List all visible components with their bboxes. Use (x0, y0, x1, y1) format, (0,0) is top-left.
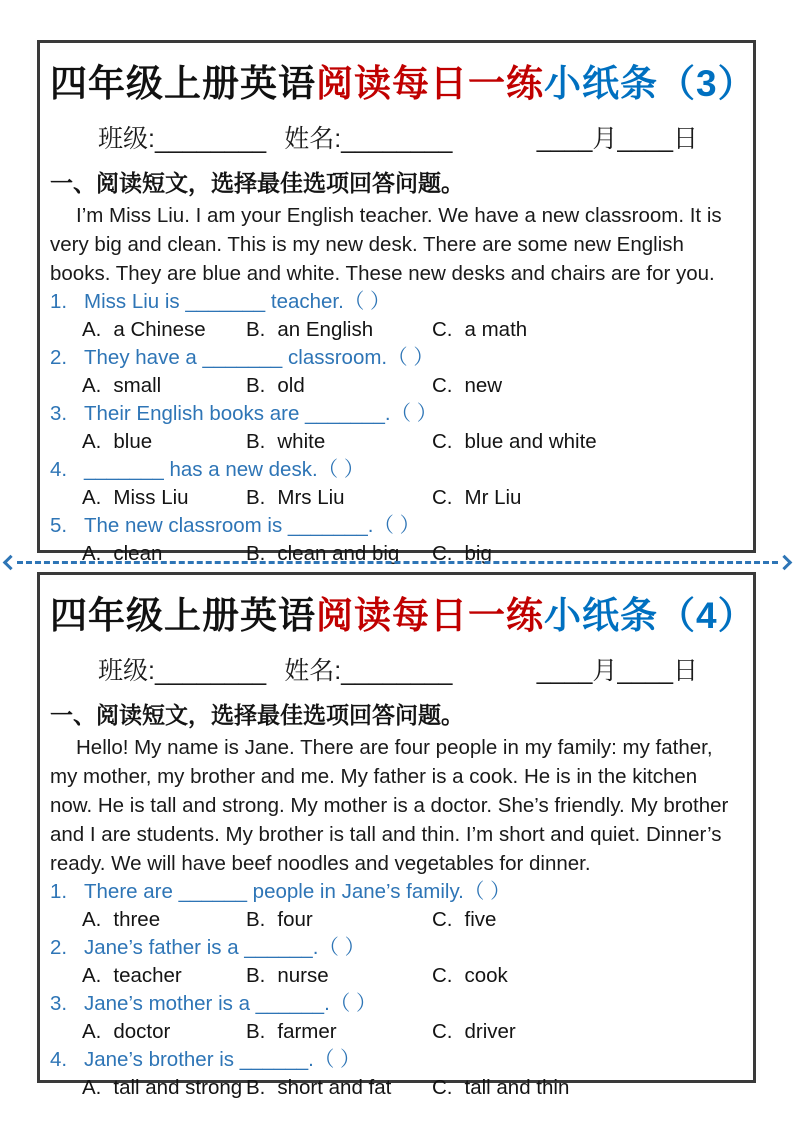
question-number: 2. (50, 936, 68, 959)
option-letter: B. (246, 318, 266, 341)
option-text: five (464, 908, 497, 931)
question-4 (50, 1046, 743, 1074)
class-blank-field: ________ (154, 658, 267, 686)
option-c (432, 316, 743, 344)
option-letter: A. (82, 374, 102, 397)
dashed-line (17, 561, 778, 564)
option-letter: B. (246, 964, 266, 987)
class-blank-field: ________ (154, 126, 267, 154)
option-text: Mrs Liu (277, 486, 345, 509)
option-text: Miss Liu (113, 486, 189, 509)
option-letter: A. (82, 430, 102, 453)
worksheet-panel-3 (37, 40, 756, 565)
question-5 (50, 512, 743, 540)
option-letter: C. (432, 542, 453, 565)
title-part-black: 四年级上册英语 (50, 595, 316, 636)
option-letter: B. (246, 1020, 266, 1043)
option-b (246, 962, 432, 990)
option-text: blue and white (464, 430, 597, 453)
option-letter: B. (246, 486, 266, 509)
options-row-3 (82, 428, 743, 456)
option-b (246, 316, 432, 344)
right-arrow-icon (777, 554, 793, 570)
option-a (82, 1074, 246, 1102)
option-c (432, 484, 743, 512)
question-number: 5. (50, 514, 68, 537)
reading-passage: I’m Miss Liu. I am your English teacher. We have a new classroom. It is very big and clean. This is my new desk. There are some new English books. They are blue and white. These new desks and chairs are for you. (50, 204, 722, 285)
option-text: three (113, 908, 161, 931)
option-letter: B. (246, 374, 266, 397)
question-number: 4. (50, 1048, 68, 1071)
option-letter: C. (432, 1020, 453, 1043)
option-b (246, 1018, 432, 1046)
section-heading: 一、阅读短文，选择最佳选项回答问题。 (50, 702, 464, 728)
name-blank-field: ________ (341, 658, 453, 686)
option-text: clean and big (277, 542, 400, 565)
header-meta-row (98, 119, 698, 155)
question-text: Jane’s father is a ______.（ ） (84, 936, 366, 959)
option-text: doctor (113, 1020, 171, 1043)
title-part-black: 四年级上册英语 (50, 63, 316, 104)
options-row-3 (82, 1018, 743, 1046)
options-row-1 (82, 906, 743, 934)
option-text: teacher (113, 964, 182, 987)
option-a (82, 962, 246, 990)
option-letter: C. (432, 486, 453, 509)
option-text: tall and strong (113, 1076, 243, 1099)
page-title (50, 585, 756, 639)
option-a (82, 906, 246, 934)
title-part-red: 阅读每日一练 (316, 595, 544, 636)
option-letter: C. (432, 318, 453, 341)
option-letter: A. (82, 318, 102, 341)
option-c (432, 962, 743, 990)
question-number: 2. (50, 346, 68, 369)
question-text: _______ has a new desk.（ ） (84, 458, 365, 481)
name-blank-field: ________ (341, 126, 453, 154)
question-3 (50, 990, 743, 1018)
reading-passage: Hello! My name is Jane. There are four people in my family: my father, my mother, my brother and me. My father is a cook. He is in the kitchen now. He is tall and strong. My mother is a doctor. She’s friendly. My brother and I are students. My brother is tall and thin. I’m short and quiet. Dinner’s ready. We will have beef noodles and vegetables for dinner. (50, 736, 729, 875)
option-c (432, 906, 743, 934)
option-text: a Chinese (113, 318, 206, 341)
class-label: 班级: (98, 125, 155, 153)
question-text: There are ______ people in Jane’s family.（ ） (84, 880, 511, 903)
option-b (246, 1074, 432, 1102)
option-letter: B. (246, 908, 266, 931)
name-label: 姓名: (284, 657, 342, 685)
date-blank-field: ____月____日 (536, 657, 698, 685)
question-3 (50, 400, 743, 428)
options-row-4 (82, 1074, 743, 1102)
option-text: Mr Liu (464, 486, 522, 509)
option-text: small (113, 374, 162, 397)
option-c (432, 428, 743, 456)
question-text: Miss Liu is _______ teacher.（ ） (84, 290, 391, 313)
class-label: 班级: (98, 657, 155, 685)
option-letter: A. (82, 964, 102, 987)
question-text: Jane’s brother is ______.（ ） (84, 1048, 361, 1071)
option-letter: C. (432, 964, 453, 987)
option-letter: A. (82, 908, 102, 931)
option-letter: C. (432, 908, 453, 931)
option-a (82, 316, 246, 344)
option-letter: C. (432, 374, 453, 397)
option-text: blue (113, 430, 153, 453)
cut-line-divider (0, 553, 793, 571)
options-row-2 (82, 962, 743, 990)
option-letter: A. (82, 542, 102, 565)
question-2 (50, 344, 743, 372)
option-text: new (464, 374, 503, 397)
option-letter: B. (246, 430, 266, 453)
option-text: old (277, 374, 305, 397)
option-text: white (277, 430, 326, 453)
question-text: They have a _______ classroom.（ ） (84, 346, 434, 369)
option-text: short and fat (277, 1076, 392, 1099)
option-b (246, 484, 432, 512)
option-text: four (277, 908, 313, 931)
option-letter: A. (82, 1020, 102, 1043)
question-text: Jane’s mother is a ______.（ ） (84, 992, 377, 1015)
question-2 (50, 934, 743, 962)
option-a (82, 372, 246, 400)
option-letter: B. (246, 542, 266, 565)
option-c (432, 1018, 743, 1046)
question-1 (50, 288, 743, 316)
option-letter: C. (432, 1076, 453, 1099)
options-row-1 (82, 316, 743, 344)
page-title (50, 53, 756, 107)
date-blank-field: ____月____日 (536, 125, 698, 153)
left-arrow-icon (3, 554, 19, 570)
option-b (246, 372, 432, 400)
header-meta-row (98, 651, 698, 687)
option-a (82, 428, 246, 456)
option-text: big (464, 542, 492, 565)
title-part-blue: 小纸条（3） (544, 63, 756, 104)
option-text: tall and thin (464, 1076, 570, 1099)
option-text: a math (464, 318, 528, 341)
option-text: cook (464, 964, 508, 987)
options-row-2 (82, 372, 743, 400)
question-number: 1. (50, 880, 68, 903)
option-c (432, 1074, 743, 1102)
option-b (246, 906, 432, 934)
option-text: clean (113, 542, 163, 565)
option-letter: A. (82, 1076, 102, 1099)
title-part-blue: 小纸条（4） (544, 595, 756, 636)
option-a (82, 1018, 246, 1046)
option-letter: C. (432, 430, 453, 453)
option-b (246, 428, 432, 456)
question-number: 1. (50, 290, 68, 313)
worksheet-panel-4 (37, 572, 756, 1099)
question-number: 4. (50, 458, 68, 481)
option-c (432, 372, 743, 400)
option-text: an English (277, 318, 374, 341)
question-number: 3. (50, 992, 68, 1015)
question-text: Their English books are _______.（ ） (84, 402, 438, 425)
option-text: nurse (277, 964, 329, 987)
title-part-red: 阅读每日一练 (316, 63, 544, 104)
option-text: driver (464, 1020, 516, 1043)
options-row-4 (82, 484, 743, 512)
option-letter: A. (82, 486, 102, 509)
option-letter: B. (246, 1076, 266, 1099)
question-number: 3. (50, 402, 68, 425)
question-1 (50, 878, 743, 906)
question-4 (50, 456, 743, 484)
section-heading: 一、阅读短文，选择最佳选项回答问题。 (50, 170, 464, 196)
option-a (82, 484, 246, 512)
name-label: 姓名: (284, 125, 342, 153)
question-text: The new classroom is _______.（ ） (84, 514, 421, 537)
option-text: farmer (277, 1020, 337, 1043)
